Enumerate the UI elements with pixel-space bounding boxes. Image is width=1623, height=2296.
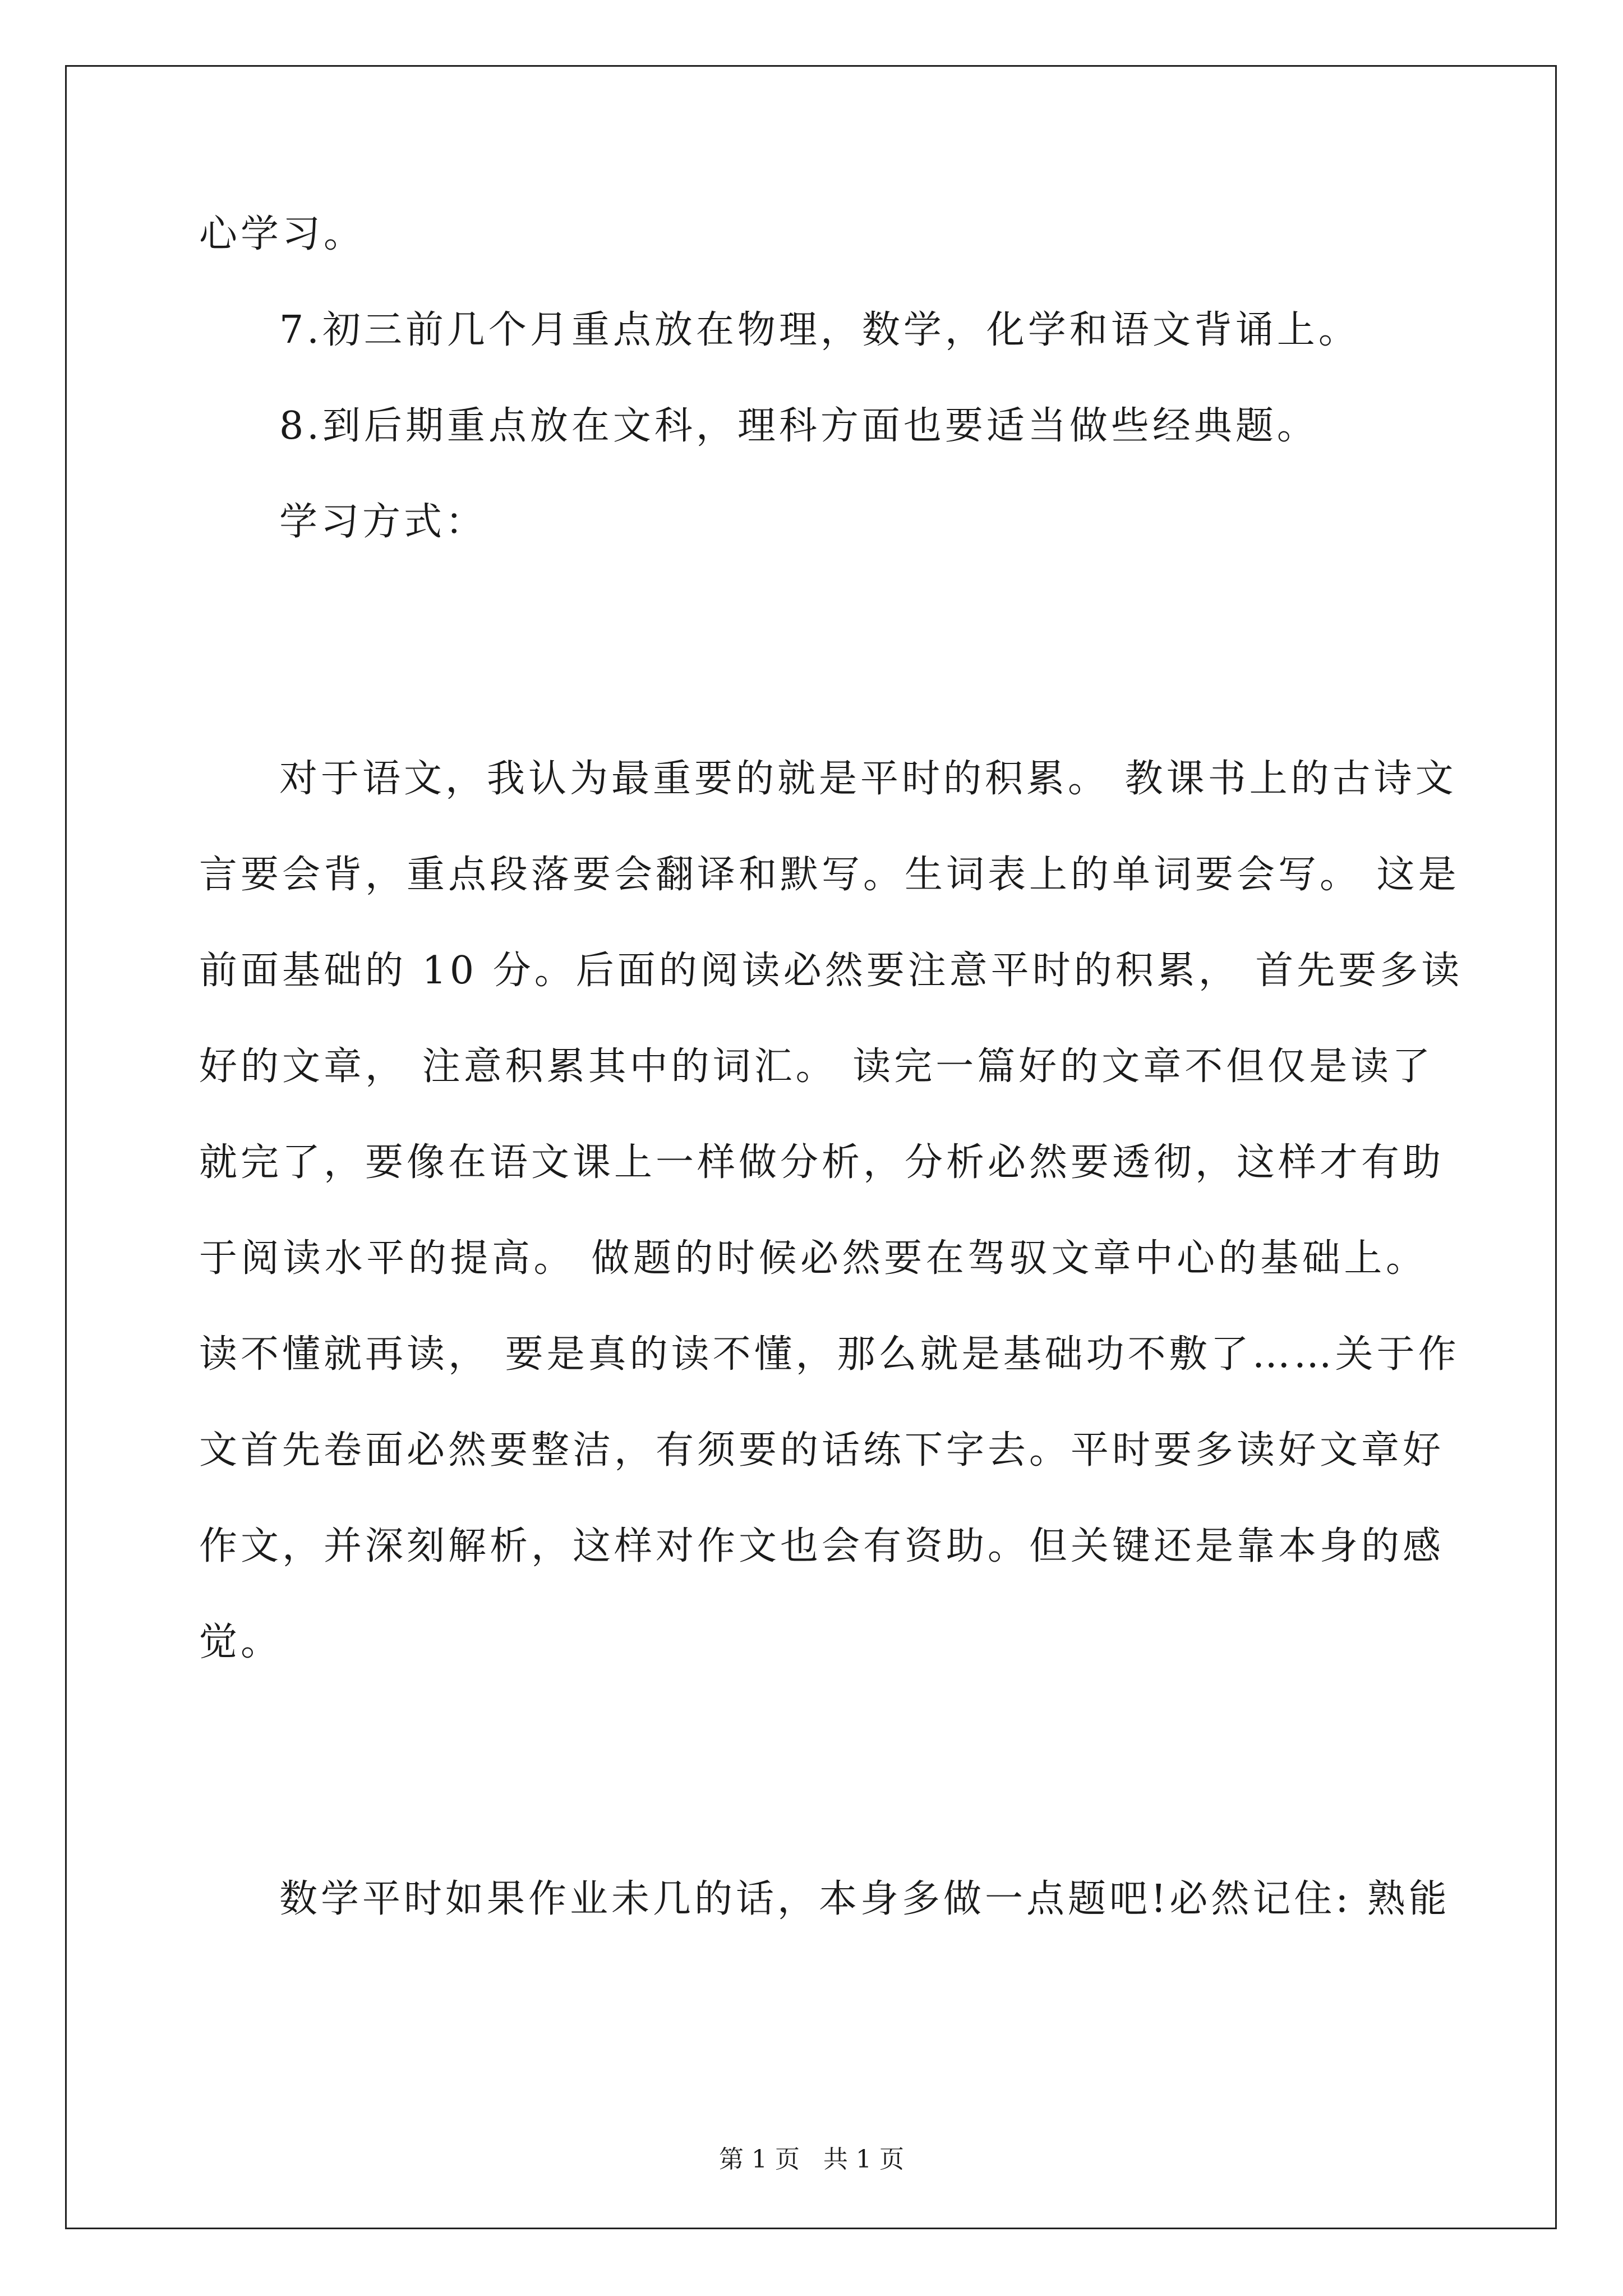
text-line: 作文，并深刻解析，这样对作文也会有资助。但关键还是靠本身的感 bbox=[199, 1524, 1445, 1568]
text-line: 好的文章， 注意积累其中的词汇。 读完一篇好的文章不但仅是读了 bbox=[199, 1045, 1434, 1089]
paragraph-math bbox=[199, 1872, 1450, 1926]
page-total: 共 1 页 bbox=[823, 2145, 904, 2174]
page-footer bbox=[0, 2143, 1623, 2177]
text-line: 文首先卷面必然要整洁，有须要的话练下字去。平时要多读好文章好 bbox=[199, 1428, 1445, 1473]
page-number: 第 1 页 bbox=[719, 2145, 800, 2174]
text-line: 前面基础的 10 分。后面的阅读必然要注意平时的积累， 首先要多读 bbox=[199, 949, 1463, 993]
text-line: 就完了，要像在语文课上一样做分析，分析必然要透彻，这样才有助 bbox=[199, 1140, 1445, 1185]
text-line: 言要会背，重点段落要会翻译和默写。生词表上的单词要会写。 这是 bbox=[199, 853, 1460, 897]
document-body bbox=[199, 208, 1463, 1968]
text-line: 于阅读水平的提高。 做题的时候必然要在驾驭文章中心的基础上。 bbox=[199, 1236, 1427, 1281]
text-line: 心学习。 bbox=[199, 212, 366, 256]
list-item-8: 8.到后期重点放在文科，理科方面也要适当做些经典题。 bbox=[279, 404, 1318, 448]
paragraph-chinese bbox=[199, 752, 1463, 1669]
text-line: 觉。 bbox=[199, 1620, 283, 1664]
text-line: 对于语文，我认为最重要的就是平时的积累。 教课书上的古诗文 bbox=[279, 757, 1457, 801]
text-line: 数学平时如果作业未几的话，本身多做一点题吧!必然记住: 熟能 bbox=[279, 1877, 1450, 1921]
list-item-7: 7.初三前几个月重点放在物理，数学，化学和语文背诵上。 bbox=[279, 308, 1360, 352]
section-heading: 学习方式： bbox=[279, 500, 487, 544]
text-line: 读不懂就再读， 要是真的读不懂，那么就是基础功不敷了……关于作 bbox=[199, 1332, 1460, 1377]
